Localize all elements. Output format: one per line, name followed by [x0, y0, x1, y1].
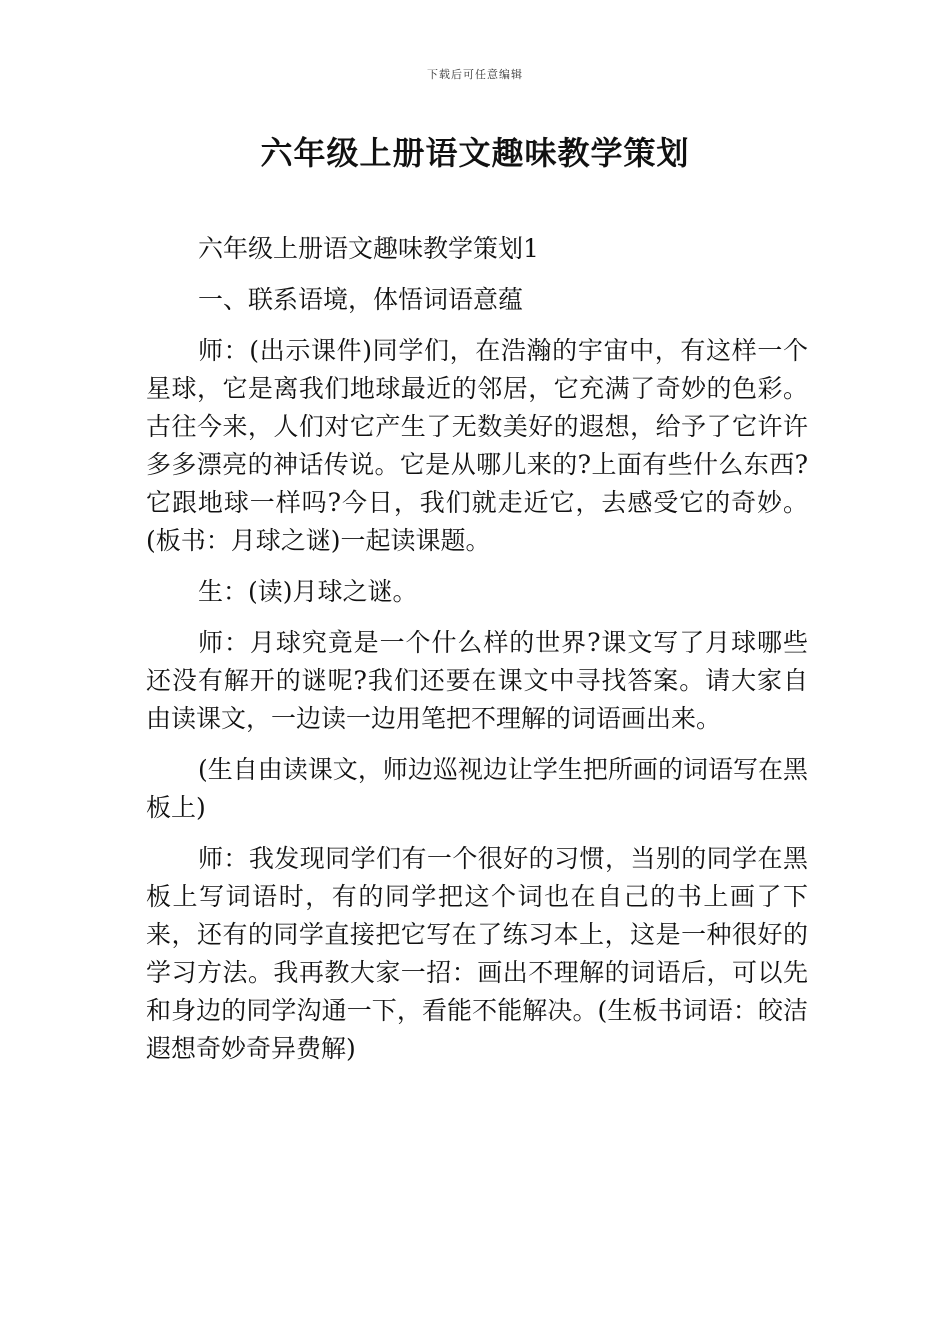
paragraph-section-heading: 一、联系语境，体悟词语意蕴 [198, 285, 524, 314]
document-title: 六年级上册语文趣味教学策划 [260, 134, 690, 172]
document-body [146, 230, 808, 1081]
paragraph-classroom-activity: (生自由读课文，师边巡视边让学生把所画的词语写在黑板上) [146, 755, 808, 822]
paragraph-student-reading: 生：(读)月球之谜。 [198, 577, 418, 606]
paragraph-subtitle: 六年级上册语文趣味教学策划1 [198, 234, 539, 263]
paragraph-teacher-intro: 师：(出示课件)同学们，在浩瀚的宇宙中，有这样一个星球，它是离我们地球最近的邻居，它充满了奇妙的色彩。古往今来，人们对它产生了无数美好的遐想，给予了它许许多多漂亮的神话传说。它是从哪儿来的?上面有些什么东西?它跟地球一样吗?今日，我们就走近它，去感受它的奇妙。(板书：月球之谜)一起读课题。 [146, 336, 808, 555]
paragraph-teacher-method: 师：我发现同学们有一个很好的习惯，当别的同学在黑板上写词语时，有的同学把这个词也在自己的书上画了下来，还有的同学直接把它写在了练习本上，这是一种很好的学习方法。我再教大家一招：画出不理解的词语后，可以先和身边的同学沟通一下，看能不能解决。(生板书词语：皎洁遐想奇妙奇异费解) [146, 844, 808, 1063]
header-note: 下载后可任意编辑 [427, 68, 523, 81]
paragraph-teacher-question: 师：月球究竟是一个什么样的世界?课文写了月球哪些还没有解开的谜呢?我们还要在课文中寻找答案。请大家自由读课文，一边读一边用笔把不理解的词语画出来。 [146, 628, 808, 733]
